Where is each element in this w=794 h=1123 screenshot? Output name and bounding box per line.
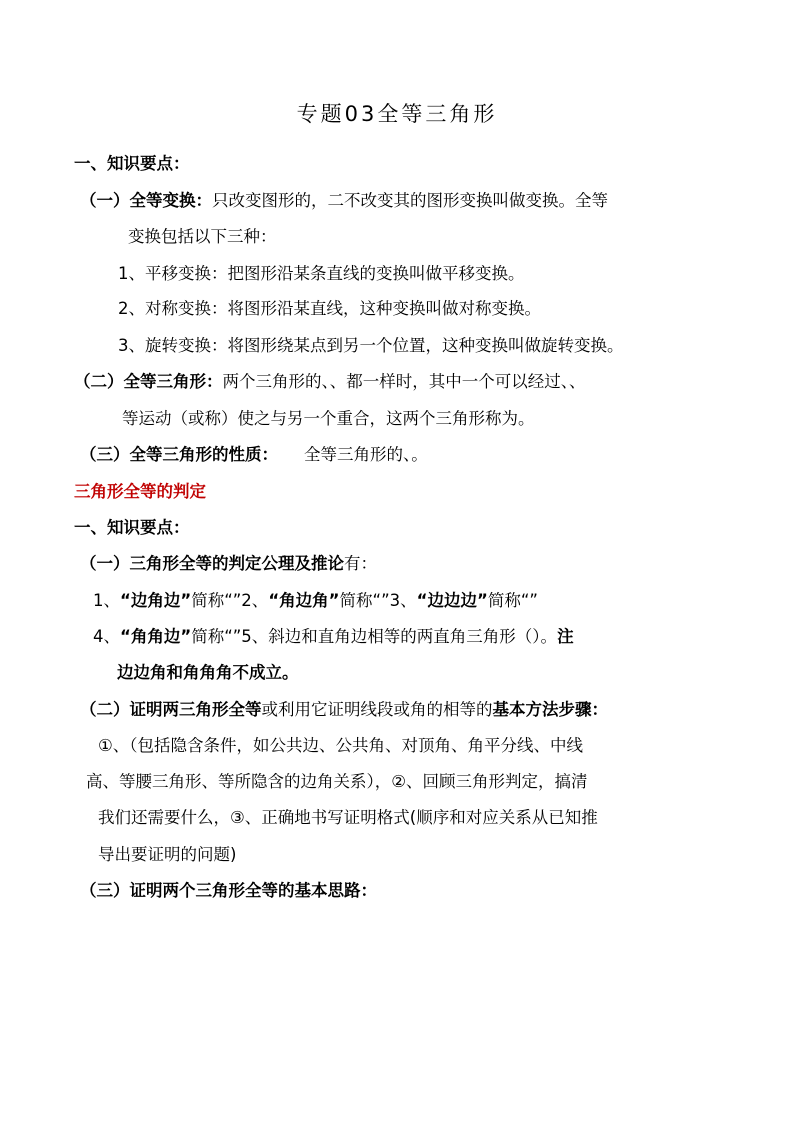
paragraph-congruent-transform — [80, 190, 608, 212]
proof-step-line-1: ①、（包括隐含条件，如公共边、公共角、对顶角、角平分线、中线 — [98, 736, 584, 755]
criteria-number-4: 4、 — [93, 627, 120, 646]
paragraph-congruent-triangles — [74, 371, 586, 393]
criteria-row-1 — [93, 590, 538, 612]
label-criteria: （一）三角形全等的判定公理及推论 — [80, 554, 344, 573]
label-congruent-triangles: （二）全等三角形： — [74, 372, 223, 391]
list-item-reflection: 2、对称变换：将图形沿某直线，这种变换叫做对称变换。 — [118, 299, 541, 318]
text-congruent-transform: 只改变图形的，二不改变其的图形变换叫做变换。全等 — [212, 191, 608, 210]
criteria-number-1: 1、 — [93, 591, 120, 610]
list-item-translation: 1、平移变换：把图形沿某条直线的变换叫做平移变换。 — [118, 264, 525, 283]
paragraph-criteria — [80, 553, 377, 575]
page-title: 专题03全等三角形 — [296, 102, 498, 126]
section-title-red: 三角形全等的判定 — [74, 482, 206, 501]
criteria-sas: “边角边” — [120, 591, 192, 610]
criteria-asa: “角边角” — [268, 591, 340, 610]
list-item-rotation: 3、旋转变换：将图形绕某点到另一个位置，这种变换叫做旋转变换。 — [118, 336, 624, 355]
criteria-aas: “角角边” — [120, 627, 192, 646]
text-proof-steps-tail: 基本方法步骤： — [492, 700, 608, 719]
proof-step-line-4: 导出要证明的问题) — [98, 845, 237, 864]
paragraph-basic-ideas: （三）证明两个三角形全等的基本思路： — [80, 881, 377, 900]
criteria-abbrev-3: 简称“” — [487, 591, 538, 610]
criteria-row-2 — [93, 626, 574, 648]
section-heading-1: 一、知识要点： — [74, 154, 190, 173]
text-congruent-transform-cont: 变换包括以下三种： — [128, 227, 277, 246]
section-heading-2: 一、知识要点： — [74, 518, 190, 537]
criteria-abbrev-2: 简称“”3、 — [339, 591, 417, 610]
criteria-abbrev-1: 简称“”2、 — [191, 591, 269, 610]
text-congruent-triangles: 两个三角形的、、都一样时，其中一个可以经过、、 — [222, 372, 586, 391]
criteria-row-3: 边边角和角角角不成立。 — [117, 663, 299, 682]
text-properties: 全等三角形的、。 — [304, 445, 428, 464]
criteria-note: 注 — [557, 627, 574, 646]
proof-step-line-3: 我们还需要什么，③、正确地书写证明格式(顺序和对应关系从已知推 — [98, 808, 598, 827]
paragraph-proof-steps — [80, 699, 608, 721]
label-proof-steps: （二）证明两三角形全等 — [80, 700, 262, 719]
proof-step-line-2: 高、等腰三角形、等所隐含的边角关系），②、回顾三角形判定，搞清 — [86, 772, 588, 791]
paragraph-properties — [80, 444, 428, 466]
label-congruent-transform: （一）全等变换： — [80, 191, 212, 210]
text-congruent-triangles-cont: 等运动（或称）使之与另一个重合，这两个三角形称为。 — [122, 409, 535, 428]
text-proof-steps-mid: 或利用它证明线段或角的相等的 — [261, 700, 493, 719]
text-criteria-tail: 有： — [344, 554, 377, 573]
criteria-abbrev-4: 简称“”5、斜边和直角边相等的两直角三角形（）。 — [191, 627, 558, 646]
criteria-sss: “边边边” — [416, 591, 488, 610]
label-properties: （三）全等三角形的性质： — [80, 445, 278, 464]
